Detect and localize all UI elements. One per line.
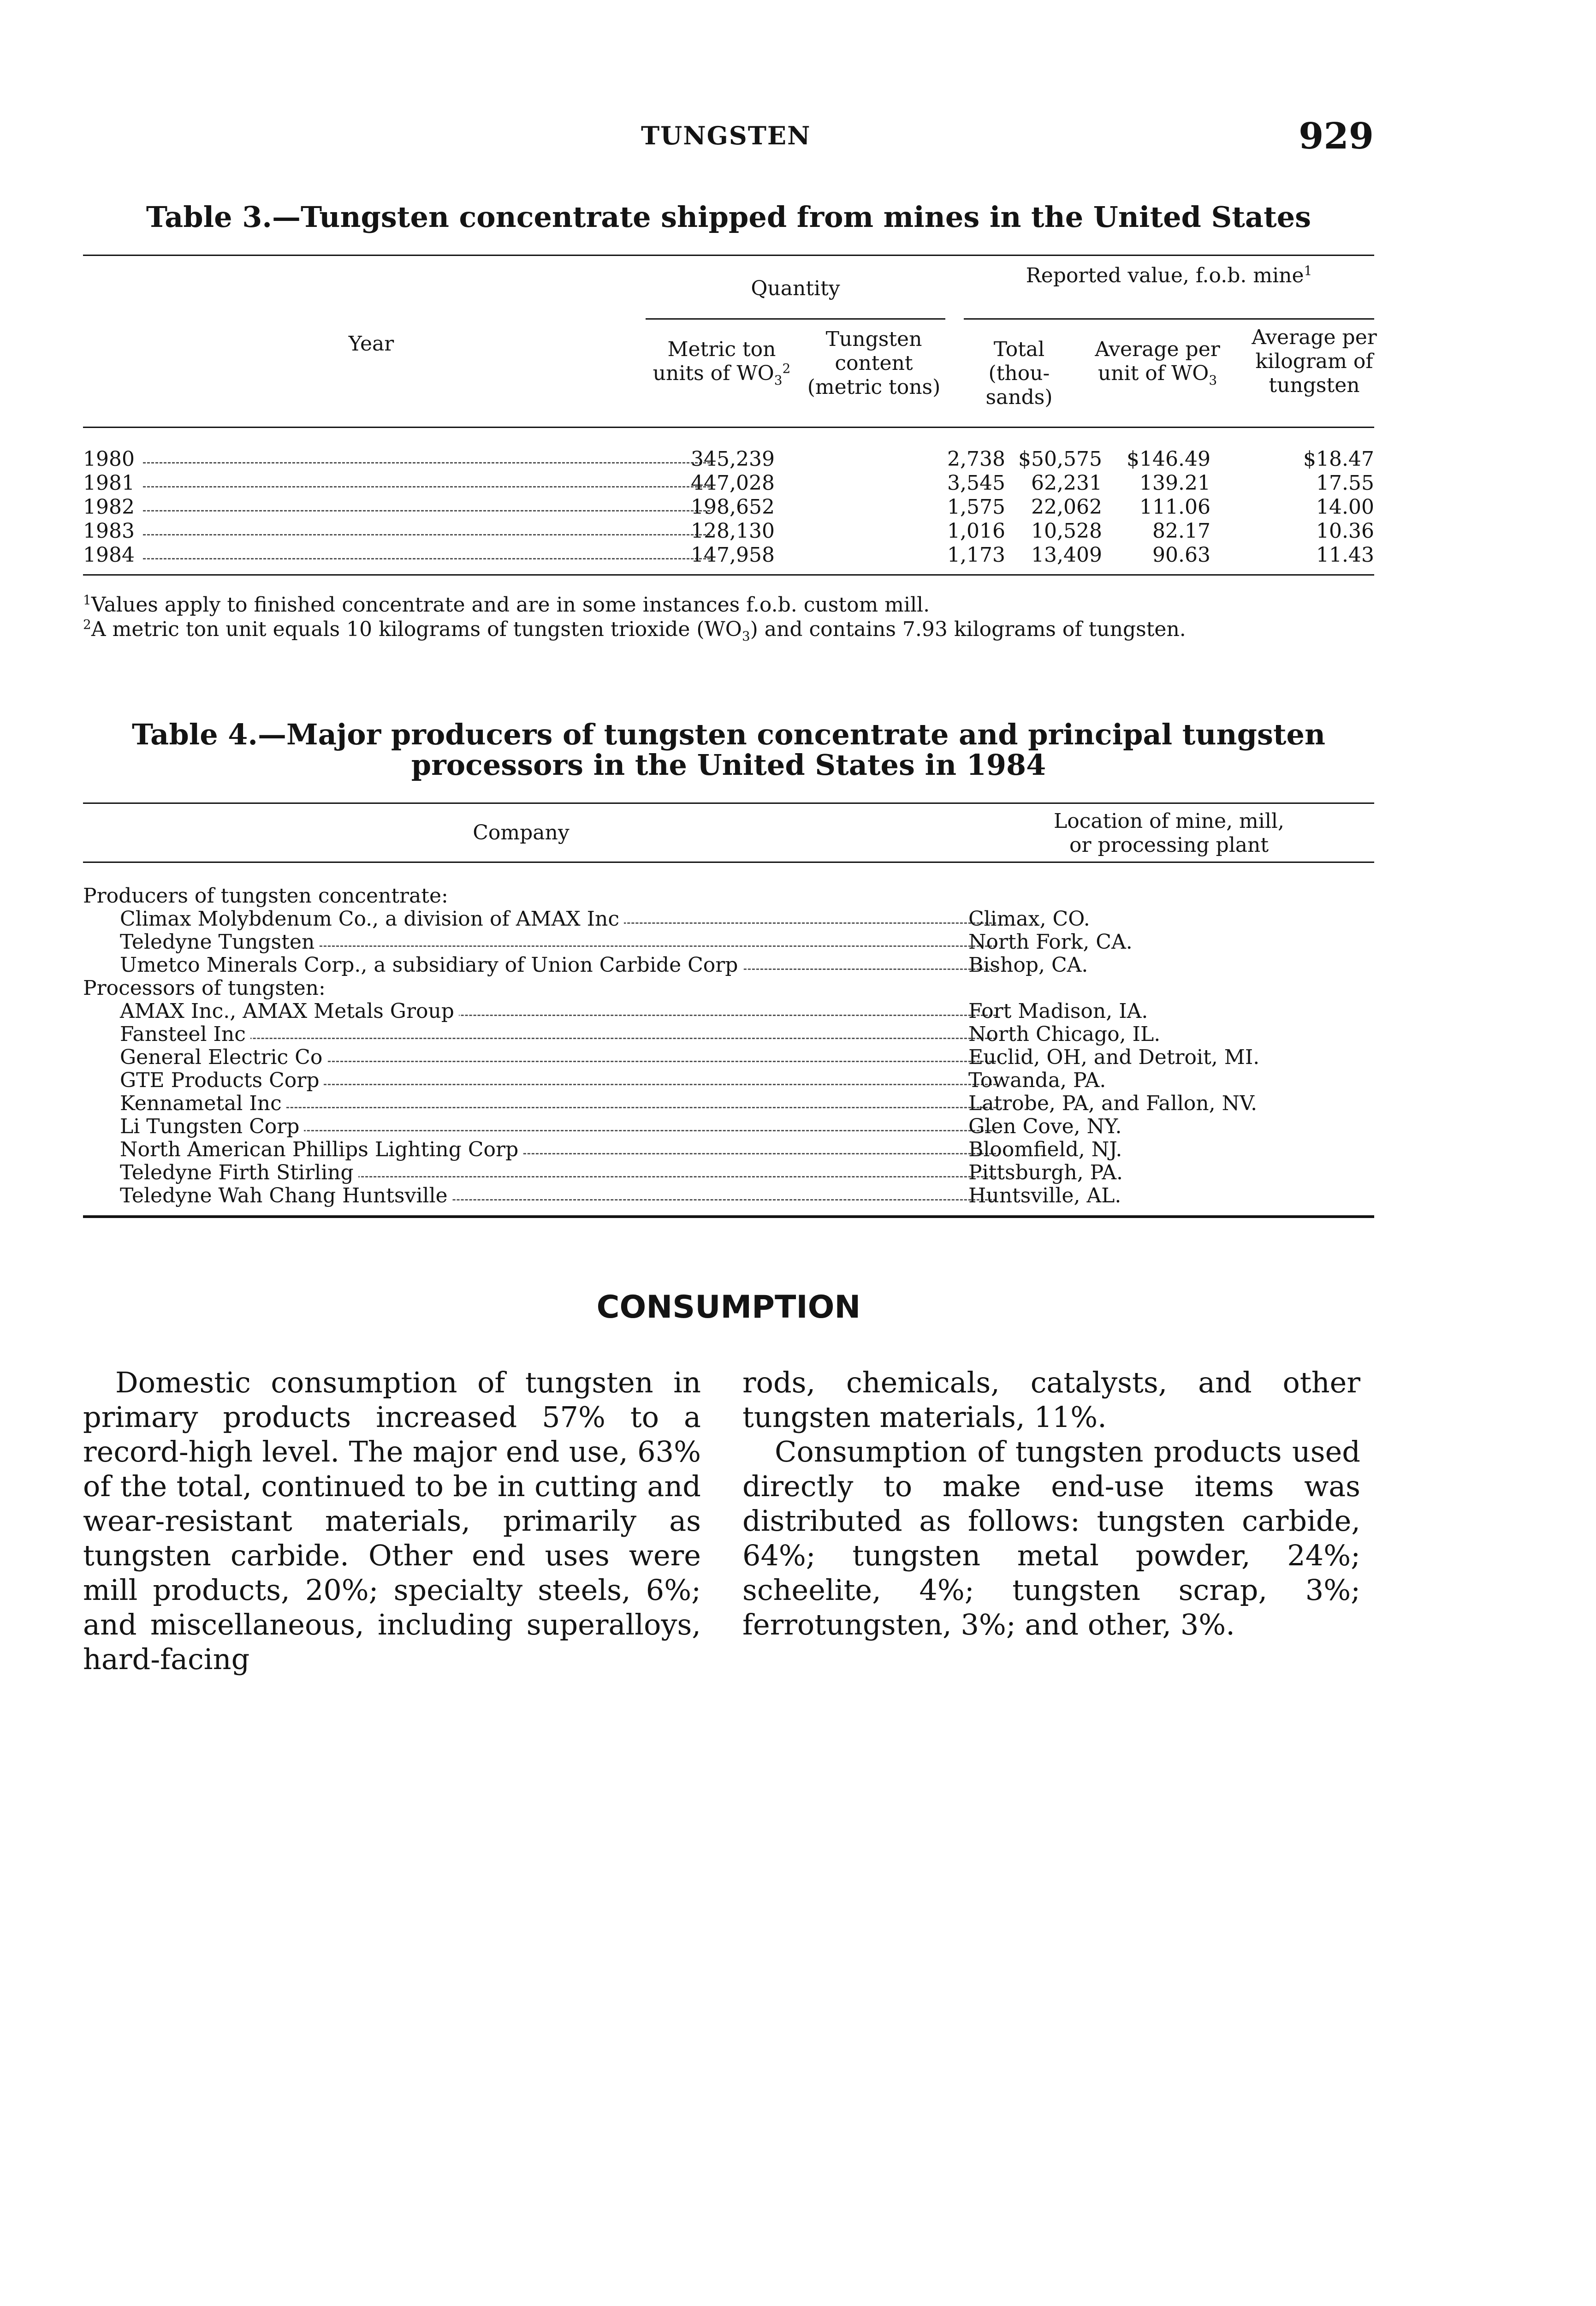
table-row: AMAX Inc., AMAX Metals Group Fort Madison, IA.: [120, 999, 1148, 1023]
table4-bottom-rule: [83, 1215, 1374, 1218]
consumption-paragraph-1-continued: rods, chemicals, catalysts, and other tungsten materials, 11%.: [742, 1366, 1360, 1434]
table-row: Teledyne Tungsten North Fork, CA.: [120, 930, 1133, 954]
table3-top-rule: [83, 255, 1374, 256]
running-head: [0, 115, 1596, 157]
table3-header-average-per-kg: Average per kilogram of tungsten: [1252, 326, 1377, 397]
table-row: 1982 198,652 1,575 22,062 111.06 14.00: [83, 495, 1374, 519]
table3-header-metric-ton-units: Metric ton units of $WO_3^2$: [653, 338, 791, 388]
table3-header-quantity: Quantity: [751, 277, 840, 300]
table-row: GTE Products Corp Towanda, PA.: [120, 1069, 1106, 1092]
table3-bottom-rule: [83, 574, 1374, 576]
table-row: General Electric Co Euclid, OH, and Detroit, MI.: [120, 1046, 1260, 1069]
table3-header-rule: [83, 427, 1374, 428]
table-row: Li Tungsten Corp Glen Cove, NY.: [120, 1115, 1122, 1138]
table-row: Kennametal Inc Latrobe, PA, and Fallon, NV.: [120, 1092, 1258, 1115]
table3-footnote-2: $^2$A metric ton unit equals 10 kilograms of tungsten trioxide $(WO_3)$ and contains 7.93 kilograms of tungsten.: [83, 617, 1186, 644]
table-row: North American Phillips Lighting Corp Bloomfield, NJ.: [120, 1138, 1122, 1161]
consumption-paragraph-1: Domestic consumption of tungsten in primary products increased 57% to a record-high level. The major end use, 63% of the total, continued to be in cutting and wear-resistant materials, primarily as tungsten carbide. Other end uses were mill products, 20%; specialty steels, 6%; and miscellaneous, including superalloys, hard-facing: [83, 1366, 701, 1676]
running-head-title: TUNGSTEN: [641, 121, 811, 150]
consumption-right-column: [742, 1365, 1360, 1642]
table4-title: Table 4.—Major producers of tungsten concentrate and principal tungsten processors in the United States in 1984: [131, 718, 1326, 782]
page-number: 929: [1299, 115, 1374, 157]
table-row: 1980 345,239 2,738 $50,575 $146.49 $18.47: [83, 447, 1374, 471]
section-heading-consumption: CONSUMPTION: [596, 1289, 861, 1325]
table-row: 1983 128,130 1,016 10,528 82.17 10.36: [83, 519, 1374, 543]
table4-top-rule: [83, 802, 1374, 804]
table4-group-label: Processors of tungsten:: [83, 977, 1374, 1000]
table3-header-value: Reported value, f.o.b. mine$^1$: [1026, 263, 1312, 287]
table-row: Fansteel Inc North Chicago, IL.: [120, 1022, 1161, 1046]
table-row: Teledyne Wah Chang Huntsville Huntsville, AL.: [120, 1184, 1121, 1207]
table3-title: Table 3.—Tungsten concentrate shipped from mines in the United States: [146, 200, 1311, 234]
table3-header-total: Total (thou- sands): [985, 338, 1053, 409]
table-row: Teledyne Firth Stirling Pittsburgh, PA.: [120, 1161, 1123, 1184]
table3-value-rule: [964, 318, 1374, 320]
table4-group-label: Producers of tungsten concentrate:: [83, 885, 1374, 908]
table4-header-location: Location of mine, mill, or processing plant: [1054, 809, 1284, 857]
consumption-paragraph-2: Consumption of tungsten products used directly to make end-use items was distributed as follows: tungsten carbide, 64%; tungsten metal powder, 24%; scheelite, 4%; tungsten scrap, 3%; ferrotungsten, 3%; and other, 3%.: [742, 1435, 1360, 1641]
table-row: Umetco Minerals Corp., a subsidiary of Union Carbide Corp Bishop, CA.: [120, 953, 1088, 977]
table-row: 1984 147,958 1,173 13,409 90.63 11.43: [83, 543, 1374, 567]
table-row: 1981 447,028 3,545 62,231 139.21 17.55: [83, 471, 1374, 495]
table-row: Climax Molybdenum Co., a division of AMAX Inc Climax, CO.: [120, 907, 1090, 931]
table3-header-tungsten-content: Tungsten content (metric tons): [807, 327, 941, 399]
table3-header-year: Year: [348, 332, 394, 356]
table3-quantity-rule: [646, 318, 945, 320]
consumption-left-column: [83, 1365, 701, 1676]
table4-header-rule: [83, 862, 1374, 863]
table3-footnote-1: $^1$Values apply to finished concentrate and are in some instances f.o.b. custom mill.: [83, 592, 930, 617]
table3-header-average-per-unit: Average per unit of $WO_3$: [1095, 338, 1220, 388]
table4-header-company: Company: [473, 821, 570, 844]
